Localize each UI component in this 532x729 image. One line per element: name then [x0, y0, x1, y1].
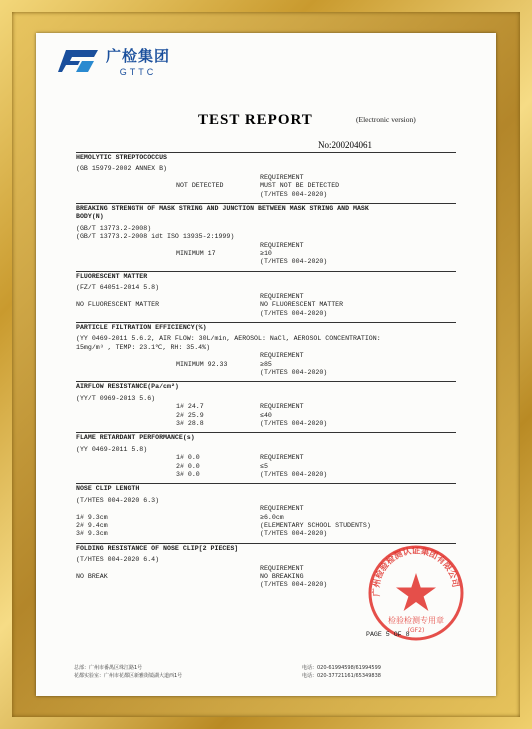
standard-line: (FZ/T 64051-2014 5.8)	[76, 284, 160, 292]
gttc-logo-icon	[58, 48, 98, 74]
result-left-cell	[76, 361, 176, 369]
result-row	[76, 420, 456, 428]
section-standard	[76, 225, 456, 242]
standard-line: (YY/T 0969-2013 5.6)	[76, 394, 156, 402]
result-value: 1# 9.3cm	[76, 513, 108, 521]
requirement-line: ≤40	[260, 411, 272, 419]
test-section	[76, 271, 456, 322]
result-left-cell	[76, 505, 176, 513]
result-row	[76, 242, 456, 250]
requirement-line: REQUIREMENT	[260, 173, 304, 181]
standard-line: (T/HTES 004-2020 6.3)	[76, 496, 160, 504]
result-value: 1# 0.0	[176, 454, 200, 462]
result-value: 3# 28.8	[176, 419, 204, 427]
requirement-line: (T/HTES 004-2020)	[260, 309, 328, 317]
section-standard	[76, 497, 456, 505]
seal-ring-text: 广州检验检测认证集团有限公司	[371, 546, 461, 597]
requirement-line: (T/HTES 004-2020)	[260, 258, 328, 266]
result-value: 2# 9.4cm	[76, 522, 108, 530]
logo-chinese-text: 广检集团	[106, 47, 171, 65]
section-title: NOSE CLIP LENGTH	[76, 485, 140, 493]
result-mid-cell	[176, 573, 260, 581]
section-standard	[76, 165, 456, 173]
section-title: FLAME RETARDANT PERFORMANCE(s)	[76, 434, 195, 442]
result-row	[76, 522, 456, 530]
result-left-cell	[76, 191, 176, 199]
result-row	[76, 352, 456, 360]
result-left-cell	[76, 412, 176, 420]
result-value: 1# 24.7	[176, 403, 204, 411]
result-row	[76, 310, 456, 318]
requirement-line: (T/HTES 004-2020)	[260, 419, 328, 427]
requirement-line: (T/HTES 004-2020)	[260, 530, 328, 538]
result-mid-cell	[176, 530, 260, 538]
requirement-line: REQUIREMENT	[260, 454, 304, 462]
section-standard	[76, 395, 456, 403]
test-section	[76, 152, 456, 203]
result-mid-cell	[176, 514, 260, 522]
result-left-cell	[76, 310, 176, 318]
result-left-cell	[76, 403, 176, 411]
requirement-line: MUST NOT BE DETECTED	[260, 182, 340, 190]
result-value: NOT DETECTED	[176, 182, 224, 190]
requirement-line: REQUIREMENT	[260, 403, 304, 411]
result-mid-cell	[176, 565, 260, 573]
report-subtitle: (Electronic version)	[356, 115, 416, 124]
result-row	[76, 361, 456, 369]
result-row	[76, 174, 456, 182]
footer-phone-line-1: 电话：020-61994598/61994599	[302, 665, 381, 671]
result-row	[76, 369, 456, 377]
result-left-cell	[76, 250, 176, 258]
result-row	[76, 250, 456, 258]
result-left-cell	[76, 463, 176, 471]
result-row	[76, 301, 456, 309]
result-left-cell	[76, 182, 176, 190]
requirement-line: ≥85	[260, 360, 272, 368]
footer-phone-line-2: 电话：020-37721161/65349838	[302, 673, 381, 679]
footer-phone	[302, 664, 381, 680]
section-standard	[76, 284, 456, 292]
result-row	[76, 530, 456, 538]
report-title: TEST REPORT	[198, 112, 313, 128]
result-mid-cell	[176, 369, 260, 377]
result-row	[76, 258, 456, 266]
result-mid-cell	[176, 522, 260, 530]
result-mid-cell	[176, 352, 260, 360]
result-row	[76, 412, 456, 420]
standard-line: (GB 15979-2002 ANNEX B)	[76, 165, 168, 173]
requirement-line: ≥10	[260, 250, 272, 258]
result-row	[76, 191, 456, 199]
requirement-line: NO FLUORESCENT MATTER	[260, 301, 344, 309]
result-row	[76, 454, 456, 462]
result-left-cell	[76, 454, 176, 462]
standard-line: (T/HTES 004-2020 6.4)	[76, 556, 160, 564]
seal-sub-text: 检验检测专用章	[388, 616, 444, 625]
standard-line: (YY 0469-2011 5.6.2, AIR FLOW: 30L/min, AEROSOL: NaCl, AEROSOL CONCENTRATION:	[76, 335, 381, 343]
requirement-line: REQUIREMENT	[260, 564, 304, 572]
requirement-line: ≥6.0cm	[260, 513, 284, 521]
result-left-cell	[76, 581, 176, 589]
result-mid-cell	[176, 505, 260, 513]
section-title-cont: BODY(N)	[76, 213, 104, 221]
standard-line: (GB/T 13773.2-2008 idt ISO 13935-2:1999)	[76, 233, 235, 241]
result-row	[76, 182, 456, 190]
result-mid-cell	[176, 174, 260, 182]
result-row	[76, 463, 456, 471]
result-left-cell	[76, 174, 176, 182]
section-title: HEMOLYTIC STREPTOCOCCUS	[76, 154, 168, 161]
result-value: MINIMUM 17	[176, 250, 216, 258]
official-seal-stamp	[366, 543, 466, 643]
section-title: FOLDING RESISTANCE OF NOSE CLIP[2 PIECES]	[76, 544, 239, 552]
requirement-line: (T/HTES 004-2020)	[260, 471, 328, 478]
standard-line: (YY 0469-2011 5.8)	[76, 445, 148, 453]
requirement-line: (T/HTES 004-2020)	[260, 581, 328, 589]
result-mid-cell	[176, 581, 260, 589]
section-title: PARTICLE FILTRATION EFFICIENCY(%)	[76, 323, 207, 331]
report-number: No:200204061	[318, 140, 372, 150]
standard-line: (GB/T 13773.2-2008)	[76, 224, 152, 232]
result-left-cell	[76, 258, 176, 266]
footer-address	[74, 664, 182, 680]
result-left-cell	[76, 242, 176, 250]
result-value: NO FLUORESCENT MATTER	[76, 301, 160, 309]
section-title: FLUORESCENT MATTER	[76, 272, 148, 280]
result-left-cell	[76, 420, 176, 428]
result-mid-cell	[176, 258, 260, 266]
result-value: 2# 0.0	[176, 462, 200, 470]
result-mid-cell	[176, 191, 260, 199]
report-page	[36, 33, 496, 696]
result-left-cell	[76, 352, 176, 360]
test-section	[76, 483, 456, 542]
logo-english-text: GTTC	[119, 67, 157, 77]
result-mid-cell	[176, 242, 260, 250]
result-mid-cell	[176, 293, 260, 301]
page-number: PAGE 5 OF 8	[366, 631, 410, 638]
requirement-line: REQUIREMENT	[260, 352, 304, 360]
requirement-line: REQUIREMENT	[260, 505, 304, 513]
result-row	[76, 471, 456, 479]
requirement-line: (ELEMENTARY SCHOOL STUDENTS)	[260, 522, 371, 530]
result-value: 3# 0.0	[176, 471, 200, 478]
result-row	[76, 505, 456, 513]
test-section	[76, 322, 456, 381]
result-left-cell	[76, 369, 176, 377]
standard-line: 15mg/m³ , TEMP: 23.1℃, RH: 35.4%)	[76, 343, 211, 351]
seal-code-text: (GF2)	[407, 627, 425, 634]
requirement-line: REQUIREMENT	[260, 241, 304, 249]
result-row	[76, 293, 456, 301]
seal-star-icon	[396, 573, 436, 611]
section-standard	[76, 335, 456, 352]
result-left-cell	[76, 565, 176, 573]
requirement-line: ≤5	[260, 462, 268, 470]
test-results-list	[76, 152, 456, 594]
test-section	[76, 432, 456, 483]
section-standard	[76, 446, 456, 454]
result-value: MINIMUM 92.33	[176, 360, 228, 368]
requirement-line: (T/HTES 004-2020)	[260, 190, 328, 198]
footer-address-line-1: 总部：广州市番禺区珠江路1号	[74, 665, 143, 671]
result-mid-cell	[176, 310, 260, 318]
result-left-cell	[76, 471, 176, 479]
result-value: 2# 25.9	[176, 411, 204, 419]
requirement-line: REQUIREMENT	[260, 292, 304, 300]
test-section	[76, 203, 456, 271]
section-title: AIRFLOW RESISTANCE(Pa/cm²)	[76, 383, 179, 391]
requirement-line: NO BREAKING	[260, 573, 304, 581]
result-row	[76, 403, 456, 411]
company-logo	[58, 45, 170, 77]
test-section	[76, 381, 456, 432]
footer-address-line-2: 花都实验室：广州市花都区新雅街镜湖大道西1号	[74, 673, 183, 679]
requirement-line: (T/HTES 004-2020)	[260, 368, 328, 376]
result-mid-cell	[176, 301, 260, 309]
result-left-cell	[76, 293, 176, 301]
result-value: NO BREAK	[76, 573, 108, 581]
result-row	[76, 514, 456, 522]
result-value: 3# 9.3cm	[76, 530, 108, 538]
section-title: BREAKING STRENGTH OF MASK STRING AND JUNCTION BETWEEN MASK STRING AND MASK	[76, 205, 369, 213]
